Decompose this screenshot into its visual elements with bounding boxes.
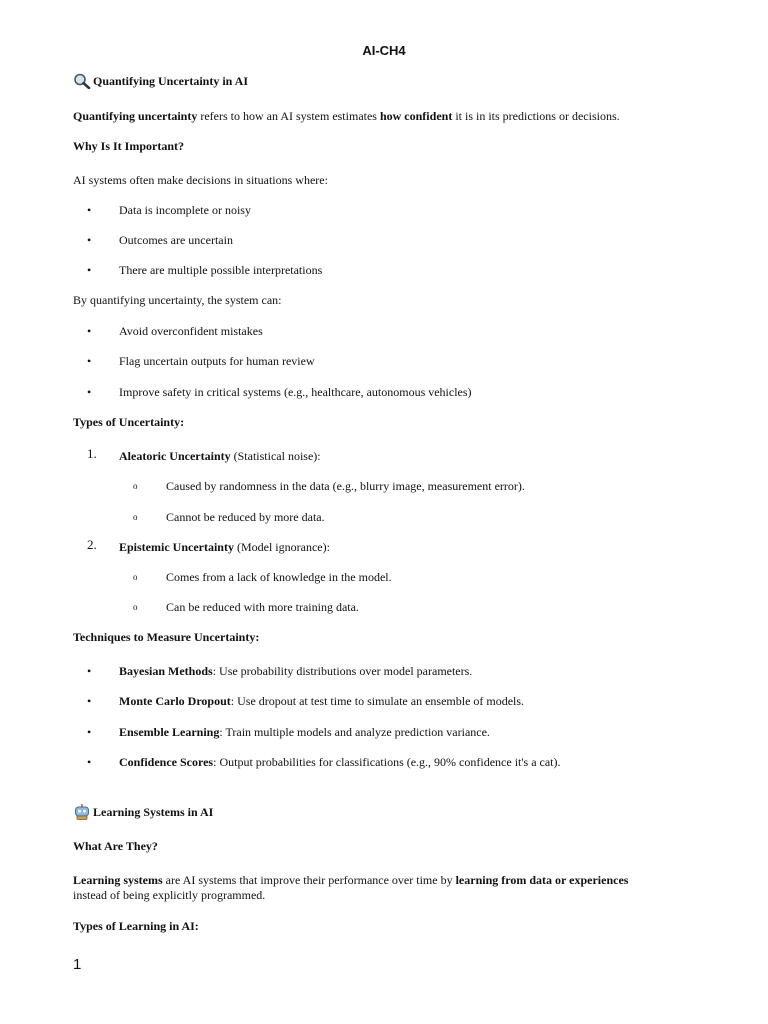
bullet-marker: • [87,203,92,217]
list-item-technique [119,664,472,679]
sub-bullet-marker: o [133,512,138,522]
list-item-technique [119,694,524,709]
bullet-marker: • [87,694,92,708]
technique-desc: : Train multiple models and analyze prediction variance. [219,725,490,739]
list-item-technique [119,755,561,770]
list-item-technique [119,725,490,740]
intro-paragraph [73,109,620,124]
list-item: Data is incomplete or noisy [119,203,251,217]
list-item: There are multiple possible interpretations [119,263,323,277]
term-aleatoric: Aleatoric Uncertainty [119,449,231,463]
page-title: AI-CH4 [362,43,406,58]
learning-intro-line1 [73,873,628,888]
technique-name: Bayesian Methods [119,664,213,678]
bullet-marker: • [87,725,92,739]
sub-bullet-marker: o [133,572,138,582]
subheading-types-learning: Types of Learning in AI: [73,919,199,933]
technique-name: Monte Carlo Dropout [119,694,231,708]
sub-list-item: Caused by randomness in the data (e.g., blurry image, measurement error). [166,479,525,493]
bullet-marker: • [87,233,92,247]
bullet-marker: • [87,354,92,368]
list-item-aleatoric [119,449,321,464]
by-lead: By quantifying uncertainty, the system can: [73,293,282,307]
sub-list-item: Comes from a lack of knowledge in the model. [166,570,392,584]
list-item-epistemic [119,540,330,555]
sub-list-item: Cannot be reduced by more data. [166,510,325,524]
intro-text: are AI systems that improve their performance over time by [162,873,456,887]
subheading-why: Why Is It Important? [73,139,185,153]
section-heading-text: Learning Systems in AI [93,805,214,819]
bullet-marker: • [87,324,92,338]
section-heading-text: Quantifying Uncertainty in AI [93,74,249,88]
technique-desc: : Use probability distributions over model parameters. [212,664,473,678]
intro-text: refers to how an AI system estimates [197,109,380,123]
page-number: 1 [73,956,82,973]
term-learning-systems: Learning systems [73,873,163,887]
why-lead: AI systems often make decisions in situations where: [73,173,328,187]
sub-list-item: Can be reduced with more training data. [166,600,359,614]
bullet-marker: • [87,755,92,769]
bullet-marker: • [87,263,92,277]
subheading-techniques: Techniques to Measure Uncertainty: [73,630,260,644]
term-epistemic: Epistemic Uncertainty [119,540,234,554]
term-learning-from-data: learning from data or experiences [455,873,629,887]
technique-name: Confidence Scores [119,755,214,769]
term-desc: (Model ignorance): [233,540,330,554]
list-item: Avoid overconfident mistakes [119,324,263,338]
bullet-marker: • [87,664,92,678]
technique-desc: : Output probabilities for classifications (e.g., 90% confidence it's a cat). [213,755,561,769]
sub-bullet-marker: o [133,481,138,491]
list-item: Improve safety in critical systems (e.g., healthcare, autonomous vehicles) [119,385,472,399]
sub-bullet-marker: o [133,602,138,612]
section-heading-learning [73,804,213,820]
learning-intro-line2: instead of being explicitly programmed. [73,888,266,902]
intro-text-end: it is in its predictions or decisions. [452,109,620,123]
subheading-types: Types of Uncertainty: [73,415,185,429]
technique-desc: : Use dropout at test time to simulate an ensemble of models. [230,694,525,708]
list-item: Flag uncertain outputs for human review [119,354,315,368]
technique-name: Ensemble Learning [119,725,220,739]
list-item: Outcomes are uncertain [119,233,233,247]
list-number: 2. [87,537,97,552]
list-number: 1. [87,446,97,461]
term-how-confident: how confident [379,109,453,123]
bullet-marker: • [87,385,92,399]
magnifier-icon [73,73,91,89]
term-desc: (Statistical noise): [230,449,321,463]
robot-icon [73,804,91,820]
subheading-what: What Are They? [73,839,158,853]
section-heading-uncertainty [73,73,248,89]
term-quantifying-uncertainty: Quantifying uncertainty [73,109,198,123]
